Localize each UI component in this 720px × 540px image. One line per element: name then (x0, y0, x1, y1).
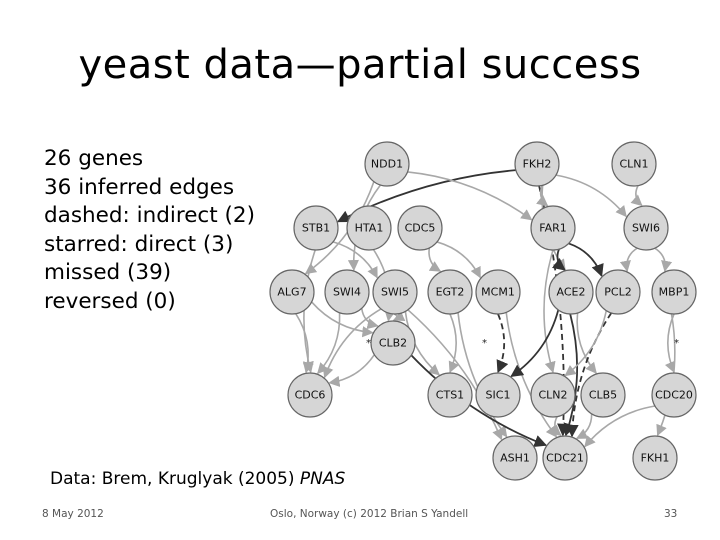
svg-text:CLN1: CLN1 (619, 157, 649, 171)
node-clb2 (371, 321, 415, 365)
direct-edge-star: * (482, 338, 487, 349)
stat-inferred-edges: 36 inferred edges (44, 174, 235, 200)
svg-text:CLB5: CLB5 (588, 388, 618, 402)
credit-journal: PNAS (299, 469, 346, 489)
svg-text:FAR1: FAR1 (539, 221, 567, 235)
svg-text:NDD1: NDD1 (370, 157, 404, 171)
svg-text:CTS1: CTS1 (435, 388, 465, 402)
svg-text:CDC20: CDC20 (655, 388, 693, 402)
svg-text:CDC21: CDC21 (546, 451, 584, 465)
slide-title: yeast data—partial success (78, 42, 642, 88)
node-swi6 (624, 206, 668, 250)
node-fkh2 (515, 142, 559, 186)
node-sic1 (476, 373, 520, 417)
node-cdc20 (652, 373, 696, 417)
direct-edge-star: * (674, 338, 679, 349)
svg-text:PCL2: PCL2 (604, 285, 632, 299)
page-number: 33 (664, 508, 678, 520)
edge-cln2-cdc21 (555, 417, 561, 436)
svg-text:EGT2: EGT2 (435, 285, 465, 299)
node-egt2 (428, 270, 472, 314)
stat-reversed: reversed (0) (44, 288, 176, 314)
svg-text:CDC6: CDC6 (294, 388, 326, 402)
node-mbp1 (652, 270, 696, 314)
svg-text:MCM1: MCM1 (481, 285, 515, 299)
svg-text:FKH2: FKH2 (522, 157, 552, 171)
credit-text: Data: Brem, Kruglyak (2005) (50, 469, 300, 489)
edge-cln1-swi6 (636, 186, 642, 206)
svg-text:SWI4: SWI4 (332, 285, 362, 299)
edge-cdc5-egt2 (429, 248, 440, 271)
node-ash1 (493, 436, 537, 480)
node-alg7 (270, 270, 314, 314)
node-cdc6 (288, 373, 332, 417)
node-mcm1 (476, 270, 520, 314)
node-ndd1 (365, 142, 409, 186)
edge-swi5-clb2 (394, 314, 397, 320)
edge-mcm1-sic1 (498, 314, 504, 372)
edge-far1-cln2 (544, 250, 553, 372)
node-cts1 (428, 373, 472, 417)
svg-text:CLN2: CLN2 (538, 388, 568, 402)
footer-center: Oslo, Norway (c) 2012 Brian S Yandell (270, 508, 469, 520)
edge-egt2-cts1 (450, 314, 456, 372)
edge-swi6-mbp1 (655, 248, 665, 271)
stat-starred: starred: direct (3) (44, 231, 234, 257)
svg-text:CLB2: CLB2 (378, 336, 408, 350)
direct-edge-star: * (366, 338, 371, 349)
edge-ace2-clb5 (577, 313, 596, 373)
svg-text:MBP1: MBP1 (658, 285, 690, 299)
stat-dashed: dashed: indirect (2) (44, 203, 255, 228)
svg-text:SWI5: SWI5 (380, 285, 410, 299)
node-cln2 (531, 373, 575, 417)
node-far1 (531, 206, 575, 250)
svg-text:ASH1: ASH1 (500, 451, 530, 465)
node-stb1 (294, 206, 338, 250)
svg-text:ACE2: ACE2 (556, 285, 586, 299)
edge-clb2-cdc6 (329, 355, 374, 383)
node-swi4 (325, 270, 369, 314)
svg-text:HTA1: HTA1 (354, 221, 384, 235)
node-fkh1 (633, 436, 677, 480)
node-ace2 (549, 270, 593, 314)
node-pcl2 (596, 270, 640, 314)
node-swi5 (373, 270, 417, 314)
node-clb5 (581, 373, 625, 417)
svg-text:ALG7: ALG7 (277, 285, 307, 299)
stat-genes: 26 genes (44, 146, 144, 171)
svg-text:CDC5: CDC5 (404, 221, 436, 235)
svg-text:FKH1: FKH1 (640, 451, 670, 465)
network-nodes (270, 142, 696, 480)
node-hta1 (347, 206, 391, 250)
node-cdc21 (543, 436, 587, 480)
node-cln1 (612, 142, 656, 186)
edge-clb5-cdc21 (577, 414, 592, 438)
svg-text:STB1: STB1 (301, 221, 331, 235)
edge-swi6-pcl2 (627, 248, 637, 271)
footer-date: 8 May 2012 (42, 508, 104, 520)
node-cdc5 (398, 206, 442, 250)
edge-alg7-cdc6 (296, 314, 308, 373)
svg-text:SWI6: SWI6 (631, 221, 661, 235)
stat-missed: missed (39) (44, 260, 172, 285)
svg-text:SIC1: SIC1 (485, 388, 511, 402)
data-credit (50, 469, 345, 489)
